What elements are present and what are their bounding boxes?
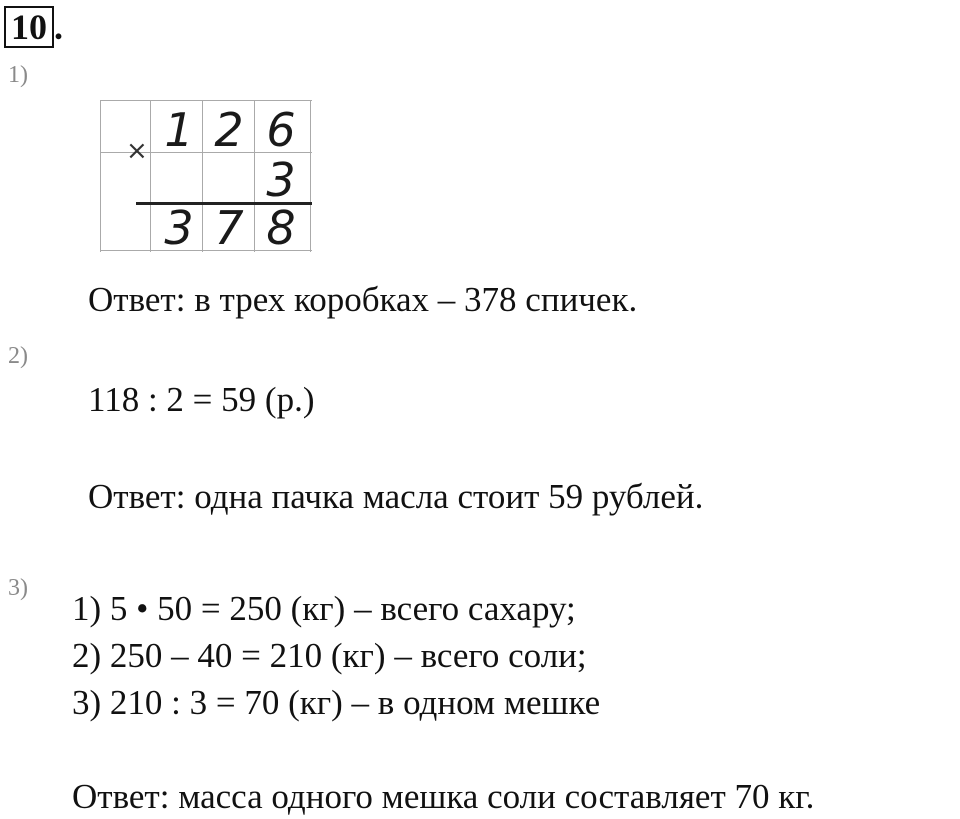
task-number-dot: . — [54, 7, 63, 47]
grid-line — [150, 100, 151, 252]
part2-expression: 118 : 2 = 59 (р.) — [88, 380, 315, 419]
multiply-operator: × — [126, 136, 148, 166]
multiplicand-digit: 2 — [214, 103, 244, 157]
multiplicand-digit: 6 — [266, 103, 296, 157]
grid-line — [254, 100, 255, 252]
part3-step-3: 3) 210 : 3 = 70 (кг) – в одном мешке — [72, 683, 601, 722]
part1-answer: Ответ: в трех коробках – 378 спичек. — [88, 280, 638, 319]
multiplier-digit: 3 — [266, 153, 296, 207]
task-number-value: 10 — [11, 7, 47, 47]
grid-line — [310, 100, 311, 252]
result-digit: 3 — [164, 201, 194, 255]
grid-line — [100, 100, 101, 252]
part3-answer: Ответ: масса одного мешка соли составляет 70 кг. — [72, 777, 815, 816]
result-digit: 7 — [214, 201, 244, 255]
task-number — [4, 6, 63, 48]
multiplicand-digit: 1 — [164, 103, 194, 157]
part2-answer: Ответ: одна пачка масла стоит 59 рублей. — [88, 477, 704, 516]
grid-line — [100, 100, 312, 101]
task-number-box — [4, 6, 54, 48]
result-digit: 8 — [266, 201, 296, 255]
column-multiplication-grid — [100, 100, 312, 255]
part-label-3: 3) — [8, 575, 28, 601]
part3-step-1: 1) 5 • 50 = 250 (кг) – всего сахару; — [72, 589, 576, 628]
part3-step-2: 2) 250 – 40 = 210 (кг) – всего соли; — [72, 636, 587, 675]
part-label-2: 2) — [8, 343, 28, 369]
part-label-1: 1) — [8, 62, 28, 88]
